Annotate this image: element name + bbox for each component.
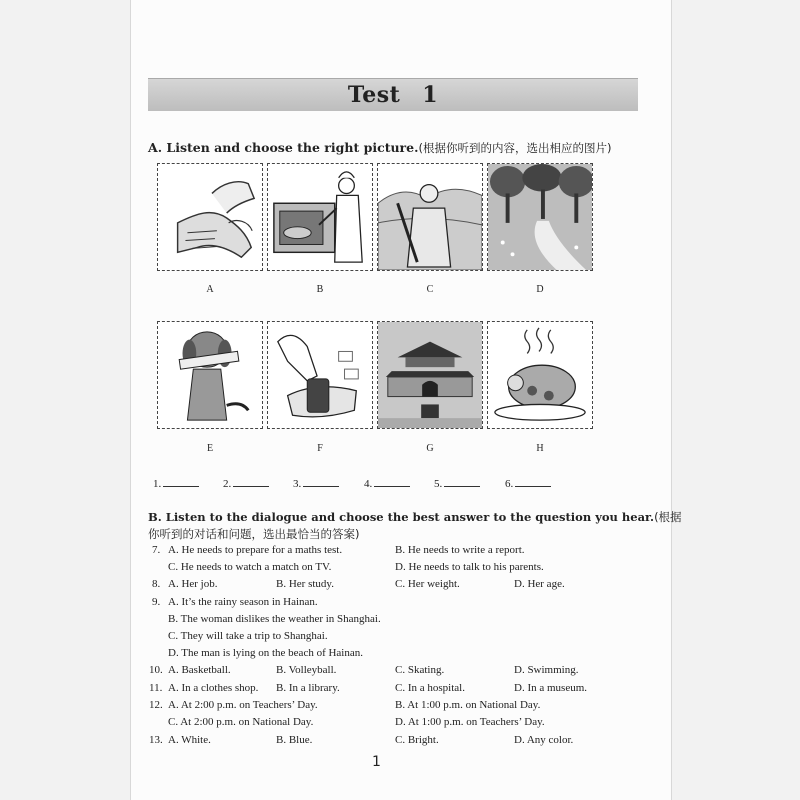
q10-option-c[interactable]: C. Skating. xyxy=(395,664,445,676)
section-b-instruction-1: (根据 xyxy=(654,510,682,524)
q10-option-b[interactable]: B. Volleyball. xyxy=(276,664,337,676)
q8-option-a[interactable]: A. Her job. xyxy=(168,578,218,590)
picture-a xyxy=(157,163,263,271)
q12-number: 12. xyxy=(149,699,163,711)
roast-chicken-picture-icon xyxy=(488,322,592,428)
section-a-instruction: (根据你听到的内容，选出相应的图片) xyxy=(418,141,612,155)
picture-label-f: F xyxy=(317,443,323,454)
picture-label-d: D xyxy=(536,284,544,295)
q8-number: 8. xyxy=(152,578,161,590)
q12-option-a[interactable]: A. At 2:00 p.m. on Teachers’ Day. xyxy=(168,699,318,711)
q7-option-c[interactable]: C. He needs to watch a match on TV. xyxy=(168,561,332,573)
q13-option-d[interactable]: D. Any color. xyxy=(514,734,574,746)
picture-label-b: B xyxy=(316,284,324,295)
q8-option-b[interactable]: B. Her study. xyxy=(276,578,334,590)
picture-label-h: H xyxy=(536,443,544,454)
q11-option-d[interactable]: D. In a museum. xyxy=(514,682,588,694)
picture-label-c: C xyxy=(426,284,434,295)
answer-blank-1[interactable] xyxy=(153,476,199,490)
picture-d xyxy=(487,163,593,271)
picture-h xyxy=(487,321,593,429)
picture-f xyxy=(267,321,373,429)
section-b-title: B. Listen to the dialogue and choose the best answer to the question you hear. xyxy=(148,510,655,524)
q10-option-d[interactable]: D. Swimming. xyxy=(514,664,579,676)
blank-number: 2. xyxy=(223,478,232,490)
picture-e xyxy=(157,321,263,429)
section-a-heading xyxy=(148,140,611,156)
answer-blank-3[interactable] xyxy=(293,476,339,490)
q7-number: 7. xyxy=(152,544,161,556)
q11-number: 11. xyxy=(149,682,163,694)
q13-option-c[interactable]: C. Bright. xyxy=(395,734,439,746)
picture-b xyxy=(267,163,373,271)
chef-oven-picture-icon xyxy=(268,164,372,270)
q13-option-a[interactable]: A. White. xyxy=(168,734,211,746)
answer-blank-2[interactable] xyxy=(223,476,269,490)
dog-newspaper-picture-icon xyxy=(158,322,262,428)
picture-c xyxy=(377,163,483,271)
blank-number: 5. xyxy=(434,478,443,490)
q11-option-b[interactable]: B. In a library. xyxy=(276,682,340,694)
q9-option-b[interactable]: B. The woman dislikes the weather in Shanghai. xyxy=(168,613,381,625)
title-bar xyxy=(148,78,638,111)
q8-option-c[interactable]: C. Her weight. xyxy=(395,578,460,590)
q7-option-a[interactable]: A. He needs to prepare for a maths test. xyxy=(168,544,343,556)
q11-option-c[interactable]: C. In a hospital. xyxy=(395,682,465,694)
picture-label-a: A xyxy=(206,284,214,295)
section-b-instruction-2: 你听到的对话和问题，选出最恰当的答案) xyxy=(148,527,360,541)
q7-option-d[interactable]: D. He needs to talk to his parents. xyxy=(395,561,544,573)
title-number: 1 xyxy=(422,82,439,108)
blank-number: 3. xyxy=(293,478,302,490)
q13-option-b[interactable]: B. Blue. xyxy=(276,734,313,746)
blank-number: 6. xyxy=(505,478,514,490)
q9-option-a[interactable]: A. It’s the rainy season in Hainan. xyxy=(168,596,318,608)
picture-label-e: E xyxy=(206,443,214,454)
answer-blank-4[interactable] xyxy=(364,476,410,490)
title-text: Test xyxy=(347,82,401,108)
hand-phone-picture-icon xyxy=(268,322,372,428)
q10-option-a[interactable]: A. Basketball. xyxy=(168,664,231,676)
q9-option-c[interactable]: C. They will take a trip to Shanghai. xyxy=(168,630,328,642)
picture-g xyxy=(377,321,483,429)
hands-picture-icon xyxy=(158,164,262,270)
page-title xyxy=(148,82,638,108)
q7-option-b[interactable]: B. He needs to write a report. xyxy=(395,544,525,556)
picture-label-g: G xyxy=(426,443,434,454)
answer-blank-5[interactable] xyxy=(434,476,480,490)
q12-option-b[interactable]: B. At 1:00 p.m. on National Day. xyxy=(395,699,541,711)
temple-picture-icon xyxy=(378,322,482,428)
q10-number: 10. xyxy=(149,664,163,676)
blank-number: 1. xyxy=(153,478,162,490)
q9-number: 9. xyxy=(152,596,161,608)
q12-option-c[interactable]: C. At 2:00 p.m. on National Day. xyxy=(168,716,314,728)
page-number: 1 xyxy=(372,754,381,770)
q11-option-a[interactable]: A. In a clothes shop. xyxy=(168,682,259,694)
section-b-heading-line2 xyxy=(148,526,359,542)
q9-option-d[interactable]: D. The man is lying on the beach of Hainan. xyxy=(168,647,363,659)
answer-blank-6[interactable] xyxy=(505,476,551,490)
old-farmer-picture-icon xyxy=(378,164,482,270)
q13-number: 13. xyxy=(149,734,163,746)
forest-path-picture-icon xyxy=(488,164,592,270)
section-a-title: A. Listen and choose the right picture. xyxy=(148,140,419,155)
q12-option-d[interactable]: D. At 1:00 p.m. on Teachers’ Day. xyxy=(395,716,545,728)
blank-number: 4. xyxy=(364,478,373,490)
q8-option-d[interactable]: D. Her age. xyxy=(514,578,565,590)
section-b-heading xyxy=(148,509,682,525)
